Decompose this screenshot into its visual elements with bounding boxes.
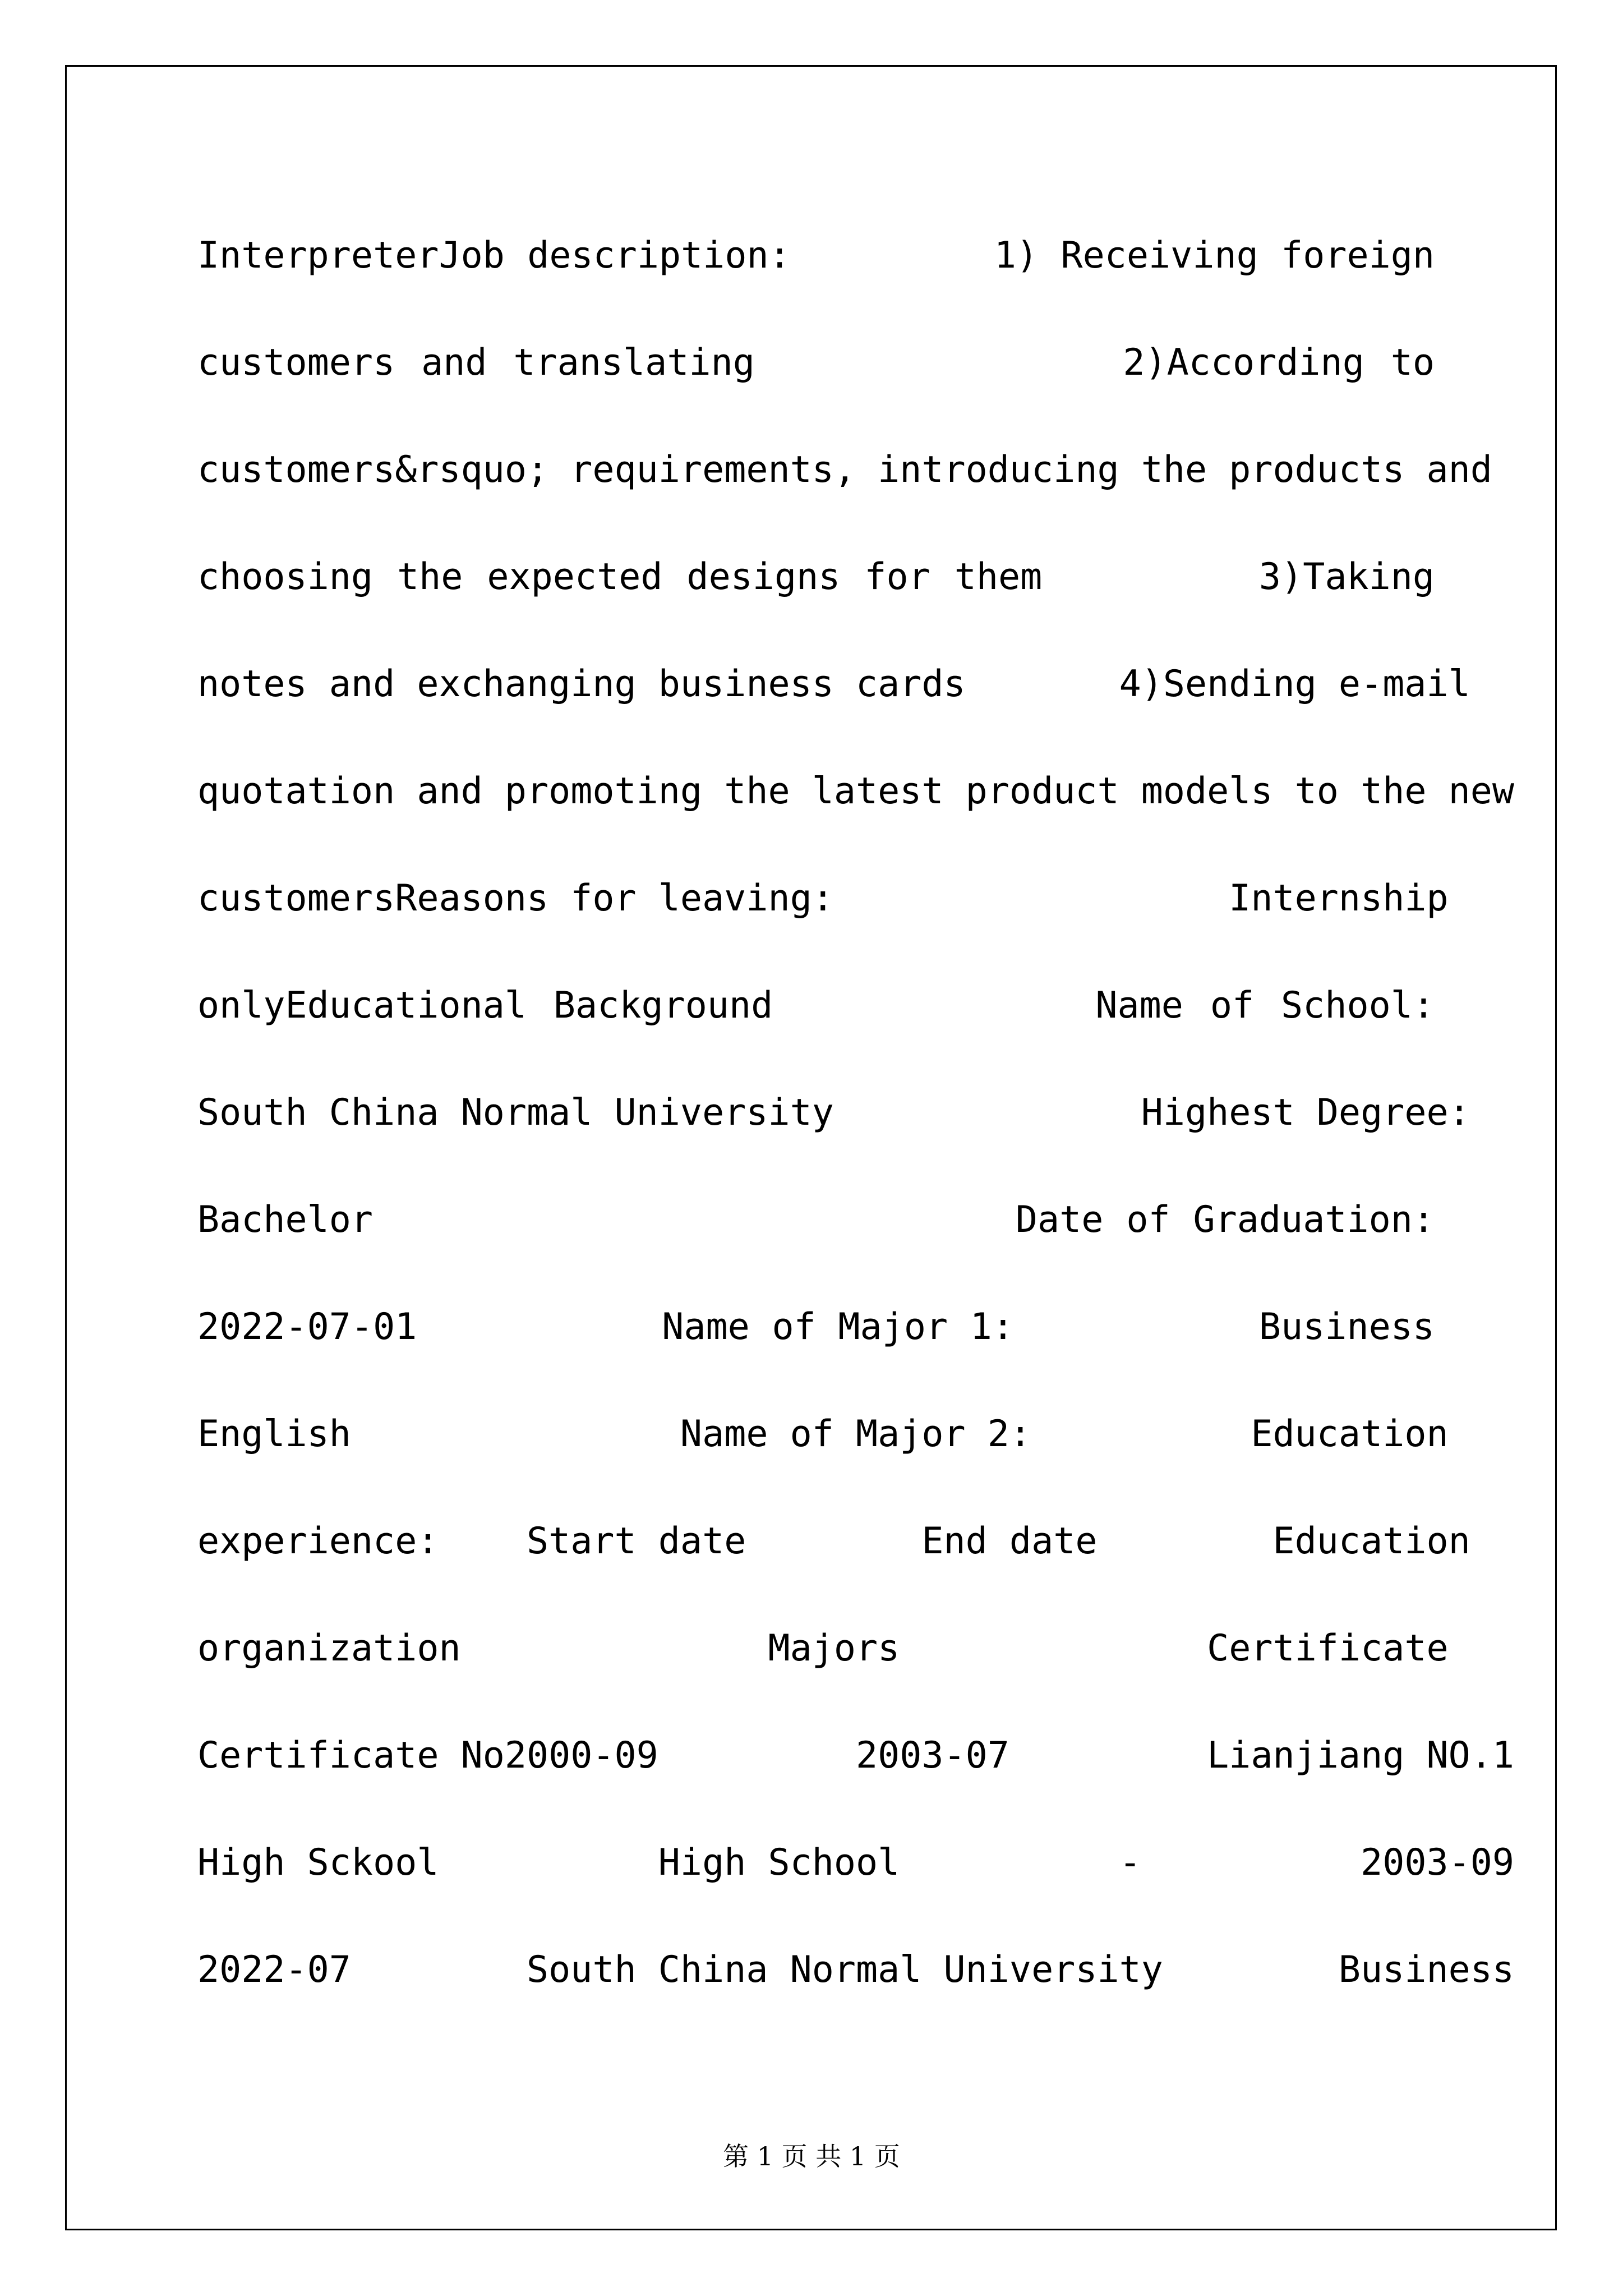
text-line: experience: Start date End date Education — [197, 1520, 1470, 1562]
text-line: Bachelor Date of Graduation: — [197, 1199, 1435, 1241]
text-line: customers&rsquo; requirements, introducing the products and — [197, 449, 1492, 491]
text-line: notes and exchanging business cards 4)Sending e-mail — [197, 663, 1470, 705]
text-line: quotation and promoting the latest product models to the new — [197, 770, 1514, 812]
text-line: Certificate No2000-09 2003-07 Lianjiang NO.1 — [197, 1734, 1514, 1777]
page-number-footer: 第 1 页 共 1 页 — [723, 2141, 900, 2171]
text-line: organization Majors Certificate — [197, 1627, 1449, 1669]
text-line: 2022-07 South China Normal University Business — [197, 1949, 1514, 1991]
text-line: customersReasons for leaving: Internship — [197, 877, 1449, 919]
text-line: customers and translating 2)According to — [197, 342, 1435, 384]
text-line: English Name of Major 2: Education — [197, 1413, 1449, 1455]
text-line: InterpreterJob description: 1) Receiving foreign — [197, 234, 1435, 277]
text-line: South China Normal University Highest Degree: — [197, 1092, 1470, 1134]
text-line: 2022-07-01 Name of Major 1: Business — [197, 1306, 1435, 1348]
text-line: choosing the expected designs for them 3)Taking — [197, 556, 1435, 598]
text-line: onlyEducational Background Name of School: — [197, 984, 1435, 1027]
text-line: High Sckool High School - 2003-09 — [197, 1842, 1514, 1884]
document-body — [197, 202, 1514, 2023]
